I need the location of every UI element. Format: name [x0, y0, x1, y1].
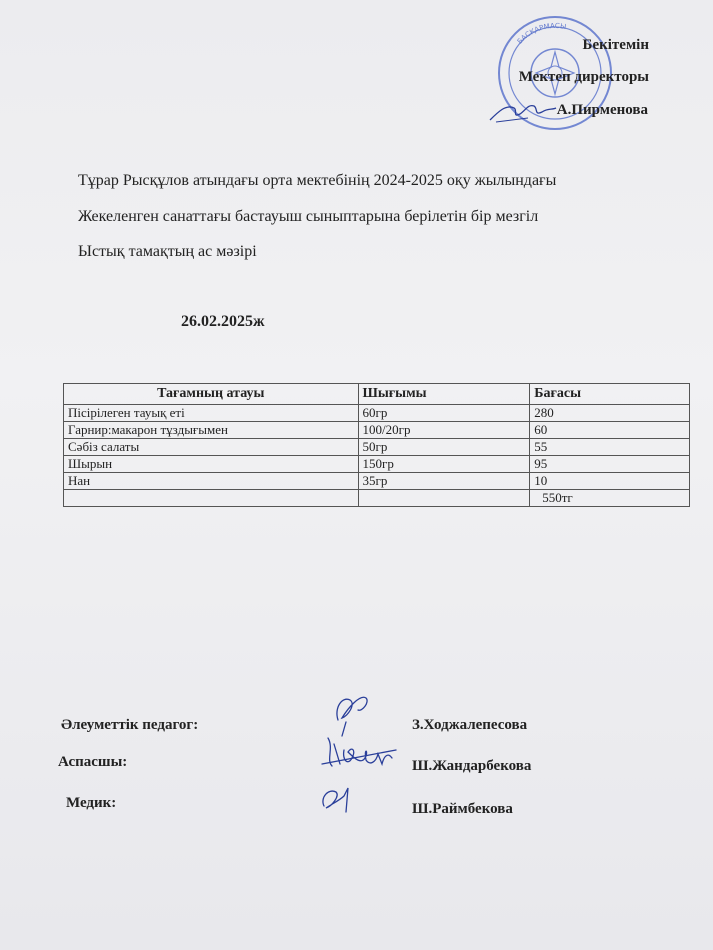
signature-role-social-pedagogue: Әлеуметтік педагог: [61, 717, 199, 733]
director-signature-icon [488, 96, 558, 126]
dish-yield: 60гр [358, 405, 530, 422]
table-header-row [64, 384, 690, 405]
signature-role-cook: Аспасшы: [58, 754, 128, 770]
dish-yield: 100/20гр [358, 422, 530, 439]
table-total-row [64, 490, 690, 507]
header-dish-name: Тағамның атауы [64, 384, 359, 405]
heading-line-1: Тұрар Рысқұлов атындағы орта мектебінің 2024-2025 оқу жылындағы [78, 172, 557, 189]
signature-name-cook: Ш.Жандарбекова [412, 758, 532, 774]
table-row [64, 422, 690, 439]
handwritten-signatures-icon [318, 688, 403, 823]
signature-name-medic: Ш.Раймбекова [412, 801, 513, 817]
approve-word: Бекітемін [582, 37, 649, 53]
total-price: 550тг [530, 490, 690, 507]
signature-role-medic: Медик: [66, 795, 117, 811]
dish-name: Гарнир:макарон тұздығымен [64, 422, 359, 439]
dish-name: Сәбіз салаты [64, 439, 359, 456]
dish-name: Нан [64, 473, 359, 490]
signature-name-social-pedagogue: З.Ходжалепесова [412, 717, 528, 733]
dish-price: 55 [530, 439, 690, 456]
dish-name: Шырын [64, 456, 359, 473]
heading-line-3: Ыстық тамақтың ас мәзірі [78, 243, 257, 260]
empty-cell [64, 490, 359, 507]
empty-cell [358, 490, 530, 507]
table-row [64, 439, 690, 456]
dish-price: 10 [530, 473, 690, 490]
dish-price: 95 [530, 456, 690, 473]
header-price: Бағасы [530, 384, 690, 405]
menu-date: 26.02.2025ж [181, 313, 265, 330]
heading-line-2: Жекеленген санаттағы бастауыш сыныптарына берілетін бір мезгіл [78, 208, 539, 225]
director-name: А.Пирменова [556, 102, 648, 118]
dish-yield: 35гр [358, 473, 530, 490]
menu-table [63, 383, 690, 507]
dish-price: 280 [530, 405, 690, 422]
header-yield: Шығымы [358, 384, 530, 405]
table-row [64, 405, 690, 422]
dish-name: Пісірілеген тауық еті [64, 405, 359, 422]
table-row [64, 456, 690, 473]
dish-yield: 150гр [358, 456, 530, 473]
table-row [64, 473, 690, 490]
dish-price: 60 [530, 422, 690, 439]
dish-yield: 50гр [358, 439, 530, 456]
stamp-text: БАСҚАРМАСЫ [515, 21, 567, 46]
director-position: Мектеп директоры [518, 69, 649, 85]
